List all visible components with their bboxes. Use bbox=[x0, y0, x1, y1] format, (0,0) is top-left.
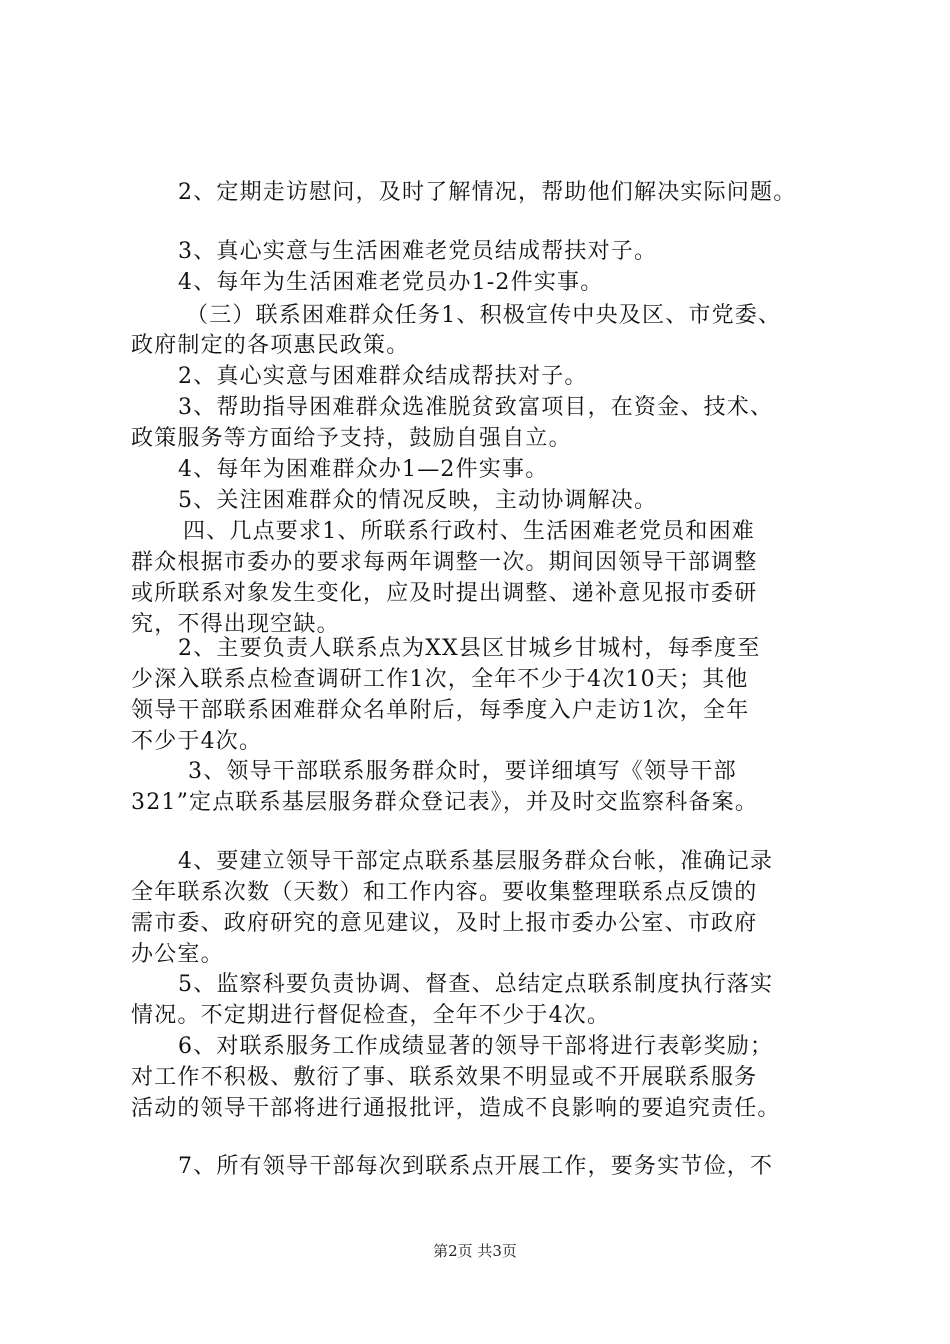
text-line: 4、要建立领导干部定点联系基层服务群众台帐，准确记录 bbox=[178, 849, 774, 874]
text-line: 3、真心实意与生活困难老党员结成帮扶对子。 bbox=[178, 239, 658, 264]
text-line: 究，不得出现空缺。 bbox=[131, 612, 340, 637]
text-line: 321”定点联系基层服务群众登记表》，并及时交监察科备案。 bbox=[131, 790, 759, 815]
text-line: 少深入联系点检查调研工作1次，全年不少于4次10天；其他 bbox=[131, 667, 749, 692]
text-line: 群众根据市委办的要求每两年调整一次。期间因领导干部调整 bbox=[131, 550, 758, 575]
page-number-footer: 第2页 共3页 bbox=[433, 1242, 517, 1260]
text-line: 7、所有领导干部每次到联系点开展工作，要务实节俭，不 bbox=[178, 1154, 774, 1179]
text-line: 不少于4次。 bbox=[131, 729, 263, 754]
text-line: 3、领导干部联系服务群众时，要详细填写《领导干部 bbox=[188, 759, 737, 784]
text-line: 6、对联系服务工作成绩显著的领导干部将进行表彰奖励； bbox=[178, 1034, 774, 1059]
text-line: （三）联系困难群众任务1、积极宣传中央及区、市党委、 bbox=[186, 303, 782, 328]
text-line: 情况。不定期进行督促检查，全年不少于4次。 bbox=[131, 1003, 611, 1028]
text-line: 2、定期走访慰问，及时了解情况，帮助他们解决实际问题。 bbox=[178, 180, 797, 205]
text-line: 或所联系对象发生变化，应及时提出调整、递补意见报市委研 bbox=[131, 581, 758, 606]
text-line: 办公室。 bbox=[131, 942, 224, 967]
text-line: 3、帮助指导困难群众选准脱贫致富项目，在资金、技术、 bbox=[178, 395, 774, 420]
text-line: 2、主要负责人联系点为XX县区甘城乡甘城村，每季度至 bbox=[178, 636, 761, 661]
text-line: 2、真心实意与困难群众结成帮扶对子。 bbox=[178, 364, 588, 389]
text-line: 全年联系次数（天数）和工作内容。要收集整理联系点反馈的 bbox=[131, 880, 758, 905]
text-line: 对工作不积极、敷衍了事、联系效果不明显或不开展联系服务 bbox=[131, 1065, 758, 1090]
text-line: 领导干部联系困难群众名单附后，每季度入户走访1次，全年 bbox=[131, 698, 750, 723]
text-line: 4、每年为生活困难老党员办1-2件实事。 bbox=[178, 270, 604, 295]
text-line: 四、几点要求1、所联系行政村、生活困难老党员和困难 bbox=[183, 519, 755, 544]
text-line: 政策服务等方面给予支持，鼓励自强自立。 bbox=[131, 426, 572, 451]
text-line: 5、监察科要负责协调、督查、总结定点联系制度执行落实 bbox=[178, 972, 774, 997]
text-line: 4、每年为困难群众办1—2件实事。 bbox=[178, 457, 549, 482]
text-line: 5、关注困难群众的情况反映，主动协调解决。 bbox=[178, 488, 658, 513]
text-line: 需市委、政府研究的意见建议，及时上报市委办公室、市政府 bbox=[131, 911, 758, 936]
text-line: 活动的领导干部将进行通报批评，造成不良影响的要追究责任。 bbox=[131, 1096, 781, 1121]
text-line: 政府制定的各项惠民政策。 bbox=[131, 333, 410, 358]
